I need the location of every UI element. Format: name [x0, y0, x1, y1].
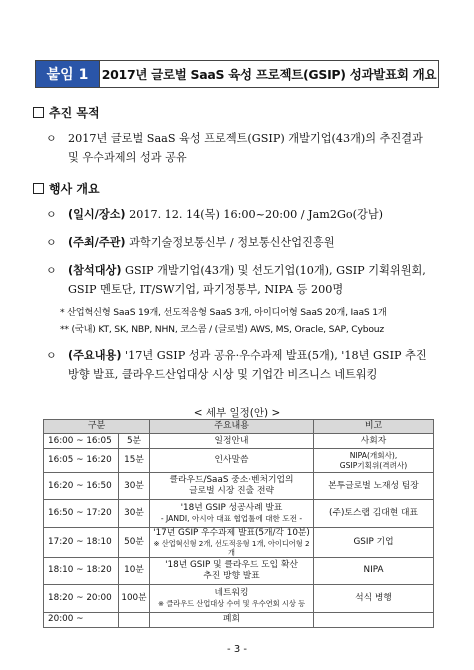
- schedule-title: < 세부 일정(안) >: [193, 407, 281, 419]
- header-content: 주요내용: [150, 420, 314, 434]
- row-content: [150, 584, 314, 612]
- page-number: - 3 -: [227, 644, 247, 655]
- table-row: [44, 557, 434, 584]
- square-bullet-icon: [33, 183, 44, 194]
- row-note: (주)토스랩 김대현 대표: [314, 500, 434, 528]
- content-line-2: ※ 클라우드 산업대상 수여 및 우수연회 시상 등: [158, 599, 306, 609]
- header-time: 구분: [44, 420, 150, 434]
- row-note: [314, 449, 434, 473]
- row-duration: 50분: [119, 528, 150, 558]
- content-line-1: '17년 GSIP 우수과제 발표(5개/각 10분): [153, 528, 310, 538]
- table-row: [44, 434, 434, 449]
- row-content: [150, 557, 314, 584]
- circle-bullet-icon: ㅇ: [46, 132, 57, 145]
- header-note: 비고: [314, 420, 434, 434]
- content-line-2: 글로벌 시장 진출 전략: [189, 486, 274, 496]
- row-note: 석식 병행: [314, 584, 434, 612]
- row-content: 인사말씀: [150, 449, 314, 473]
- row-duration: 5분: [119, 434, 150, 449]
- item-text-line-2: 방향 발표, 클라우드산업대상 시상 및 기업간 비즈니스 네트워킹: [68, 368, 378, 381]
- row-duration: 30분: [119, 500, 150, 528]
- item-text: '17년 GSIP 성과 공유·우수과제 발표(5개), '18년 GSIP 추진: [121, 349, 427, 362]
- row-note: GSIP 기업: [314, 528, 434, 558]
- content-line-2: 추진 방향 발표: [203, 570, 260, 581]
- circle-bullet-icon: ㅇ: [46, 236, 57, 249]
- content-line-1: 클라우드/SaaS 중소·벤처기업의: [169, 475, 294, 486]
- section-heading-text: 행사 개요: [49, 182, 100, 196]
- content-line-2: - JANDI, 아시아 대표 협업툴에 대한 도전 -: [160, 514, 303, 524]
- table-row: [44, 612, 434, 627]
- item-text: 2017. 12. 14(목) 16:00~20:00 / Jam2Go(강남): [125, 208, 383, 221]
- content-line-1: 네트워킹: [214, 588, 249, 599]
- row-content: 일정안내: [150, 434, 314, 449]
- row-duration: 30분: [119, 473, 150, 500]
- row-note: 본투글로벌 노재성 팀장: [314, 473, 434, 500]
- purpose-line-2: 및 우수과제의 성과 공유: [68, 151, 187, 164]
- content-line-1: '18년 GSIP 및 클라우드 도입 확산: [165, 560, 298, 570]
- row-time: 20:00 ~: [44, 612, 119, 627]
- table-row: [44, 449, 434, 473]
- row-duration: 10분: [119, 557, 150, 584]
- row-content: 폐회: [150, 612, 314, 627]
- circle-bullet-icon: ㅇ: [46, 264, 57, 277]
- item-label: (일시/장소): [68, 208, 126, 221]
- title-bar: [35, 60, 439, 88]
- row-note: [314, 612, 434, 627]
- row-note: 사회자: [314, 434, 434, 449]
- section-overview-heading: [33, 180, 100, 197]
- document-title: 2017년 글로벌 SaaS 육성 프로젝트(GSIP) 성과발표회 개요: [101, 67, 437, 82]
- item-label: (참석대상): [68, 264, 122, 277]
- item-label: (주요내용): [68, 349, 122, 362]
- purpose-line-1: 2017년 글로벌 SaaS 육성 프로젝트(GSIP) 개발기업(43개)의 추진결과: [68, 132, 423, 145]
- section-heading-text: 추진 목적: [49, 106, 100, 120]
- note-line-2: GSIP기획위(격려사): [339, 460, 408, 470]
- row-time: 18:10 ~ 18:20: [44, 557, 119, 584]
- note-line-1: NIPA(개회사),: [349, 451, 398, 461]
- circle-bullet-icon: ㅇ: [46, 208, 57, 221]
- row-duration: [119, 612, 150, 627]
- section-purpose-heading: [33, 104, 100, 121]
- attendee-footnote-1: * 산업혁신형 SaaS 19개, 선도적응형 SaaS 3개, 아이디어형 SaaS 20개, IaaS 1개: [60, 307, 387, 318]
- row-time: 16:00 ~ 16:05: [44, 434, 119, 449]
- attendee-footnote-2: ** (국내) KT, SK, NBP, NHN, 코스콤 / (글로벌) AWS, MS, Oracle, SAP, Cybouz: [60, 324, 385, 335]
- row-duration: 100분: [119, 584, 150, 612]
- row-time: 16:20 ~ 16:50: [44, 473, 119, 500]
- row-content: [150, 500, 314, 528]
- item-text: GSIP 개발기업(43개) 및 선도기업(10개), GSIP 기획위원회,: [121, 264, 426, 277]
- row-content: [150, 528, 314, 558]
- square-bullet-icon: [33, 107, 44, 118]
- row-time: 16:05 ~ 16:20: [44, 449, 119, 473]
- item-label: (주최/주관): [68, 236, 126, 249]
- row-content: [150, 473, 314, 500]
- table-row: [44, 584, 434, 612]
- table-row: [44, 528, 434, 558]
- row-time: 18:20 ~ 20:00: [44, 584, 119, 612]
- content-line-2: ※ 산업혁신형 2개, 선도적응형 1개, 아이디어형 2개: [153, 538, 310, 557]
- item-text-line-2: GSIP 멘토단, IT/SW기업, 파기정통부, NIPA 등 200명: [68, 283, 344, 296]
- circle-bullet-icon: ㅇ: [46, 349, 57, 362]
- row-note: NIPA: [314, 557, 434, 584]
- table-row: [44, 473, 434, 500]
- schedule-table: [43, 419, 434, 628]
- row-time: 16:50 ~ 17:20: [44, 500, 119, 528]
- row-time: 17:20 ~ 18:10: [44, 528, 119, 558]
- row-duration: 15분: [119, 449, 150, 473]
- item-text: 과학기술정보통신부 / 정보통신산업진흥원: [125, 236, 335, 249]
- table-row: [44, 500, 434, 528]
- content-line-1: '18년 GSIP 성공사례 발표: [180, 503, 283, 514]
- schedule-header-row: [44, 420, 434, 434]
- attachment-badge: 붙임 1: [36, 61, 100, 87]
